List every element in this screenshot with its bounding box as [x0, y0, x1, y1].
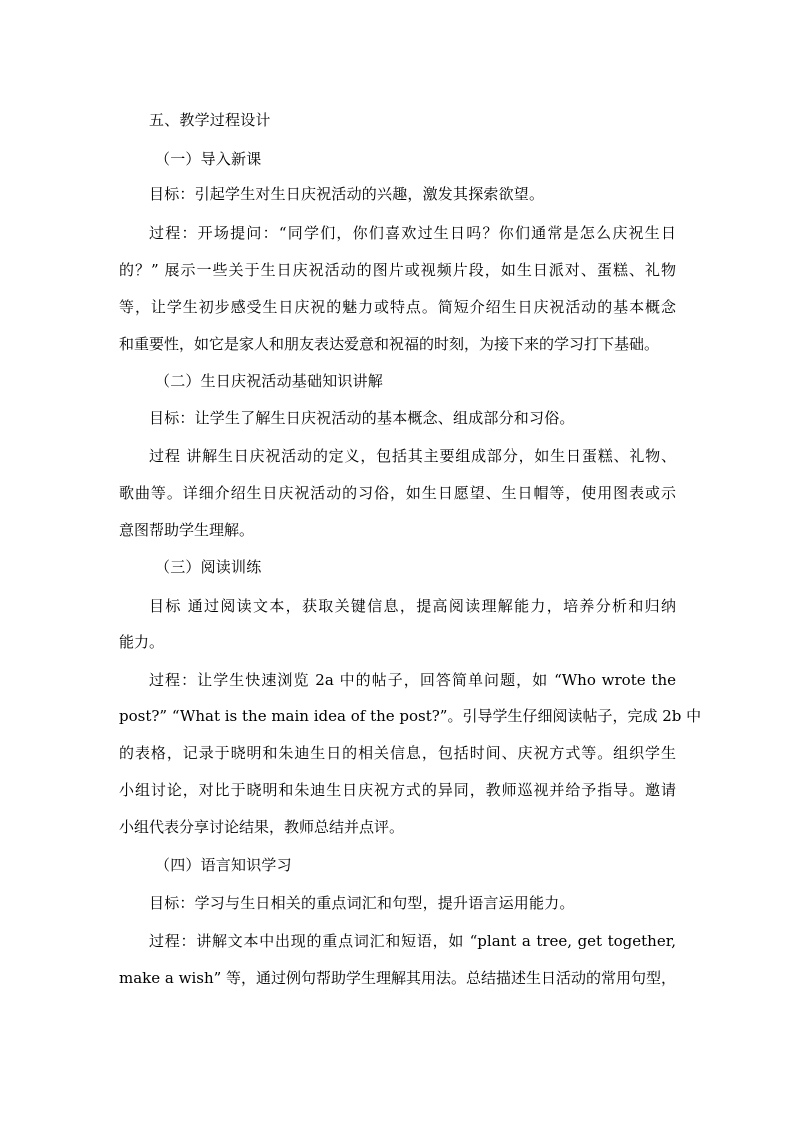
part-heading-4: （四）语言知识学习	[155, 856, 292, 874]
section-title: 五、教学过程设计	[149, 111, 271, 129]
part-heading-2: （二）生日庆祝活动基础知识讲解	[155, 372, 384, 390]
part-process-4-line-1: 过程：讲解文本中出现的重点词汇和短语，如 “plant a tree, get together,	[149, 932, 676, 950]
part-heading-3: （三）阅读训练	[155, 558, 262, 576]
part-process-3-line-1: 过程：让学生快速浏览 2a 中的帖子，回答简单问题，如 “Who wrote the	[149, 671, 676, 689]
part-process-1-line-2: 的？” 展示一些关于生日庆祝活动的图片或视频片段，如生日派对、蛋糕、礼物	[119, 261, 676, 279]
part-process-2-line-1: 过程 讲解生日庆祝活动的定义，包括其主要组成部分，如生日蛋糕、礼物、	[149, 447, 676, 465]
part-process-3-line-2: post?” “What is the main idea of the post?”。引导学生仔细阅读帖子，完成 2b 中	[119, 707, 702, 725]
part-goal-3-line-2: 能力。	[119, 633, 165, 651]
part-process-3-line-5: 小组代表分享讨论结果，教师总结并点评。	[119, 818, 405, 836]
part-process-3-line-3: 的表格，记录于晓明和朱迪生日的相关信息，包括时间、庆祝方式等。组织学生	[119, 744, 676, 762]
part-heading-1: （一）导入新课	[155, 150, 262, 168]
part-process-2-line-3: 意图帮助学生理解。	[119, 521, 255, 539]
part-process-2-line-2: 歌曲等。详细介绍生日庆祝活动的习俗，如生日愿望、生日帽等，使用图表或示	[119, 484, 676, 502]
part-process-4-line-2: make a wish” 等，通过例句帮助学生理解其用法。总结描述生日活动的常用句型，	[119, 969, 677, 987]
part-goal-3-line-1: 目标 通过阅读文本，获取关键信息，提高阅读理解能力，培养分析和归纳	[149, 597, 676, 615]
part-goal-1: 目标：引起学生对生日庆祝活动的兴趣，激发其探索欲望。	[149, 185, 545, 203]
part-process-3-line-4: 小组讨论，对比于晓明和朱迪生日庆祝方式的异同，教师巡视并给予指导。邀请	[119, 781, 676, 799]
part-process-1-line-3: 等，让学生初步感受生日庆祝的魅力或特点。简短介绍生日庆祝活动的基本概念	[119, 298, 676, 316]
part-goal-2: 目标：让学生了解生日庆祝活动的基本概念、组成部分和习俗。	[149, 409, 575, 427]
part-goal-4: 目标：学习与生日相关的重点词汇和句型，提升语言运用能力。	[149, 894, 575, 912]
part-process-1-line-1: 过程：开场提问：“同学们，你们喜欢过生日吗？你们通常是怎么庆祝生日	[149, 224, 676, 242]
part-process-1-line-4: 和重要性，如它是家人和朋友表达爱意和祝福的时刻，为接下来的学习打下基础。	[119, 335, 660, 353]
